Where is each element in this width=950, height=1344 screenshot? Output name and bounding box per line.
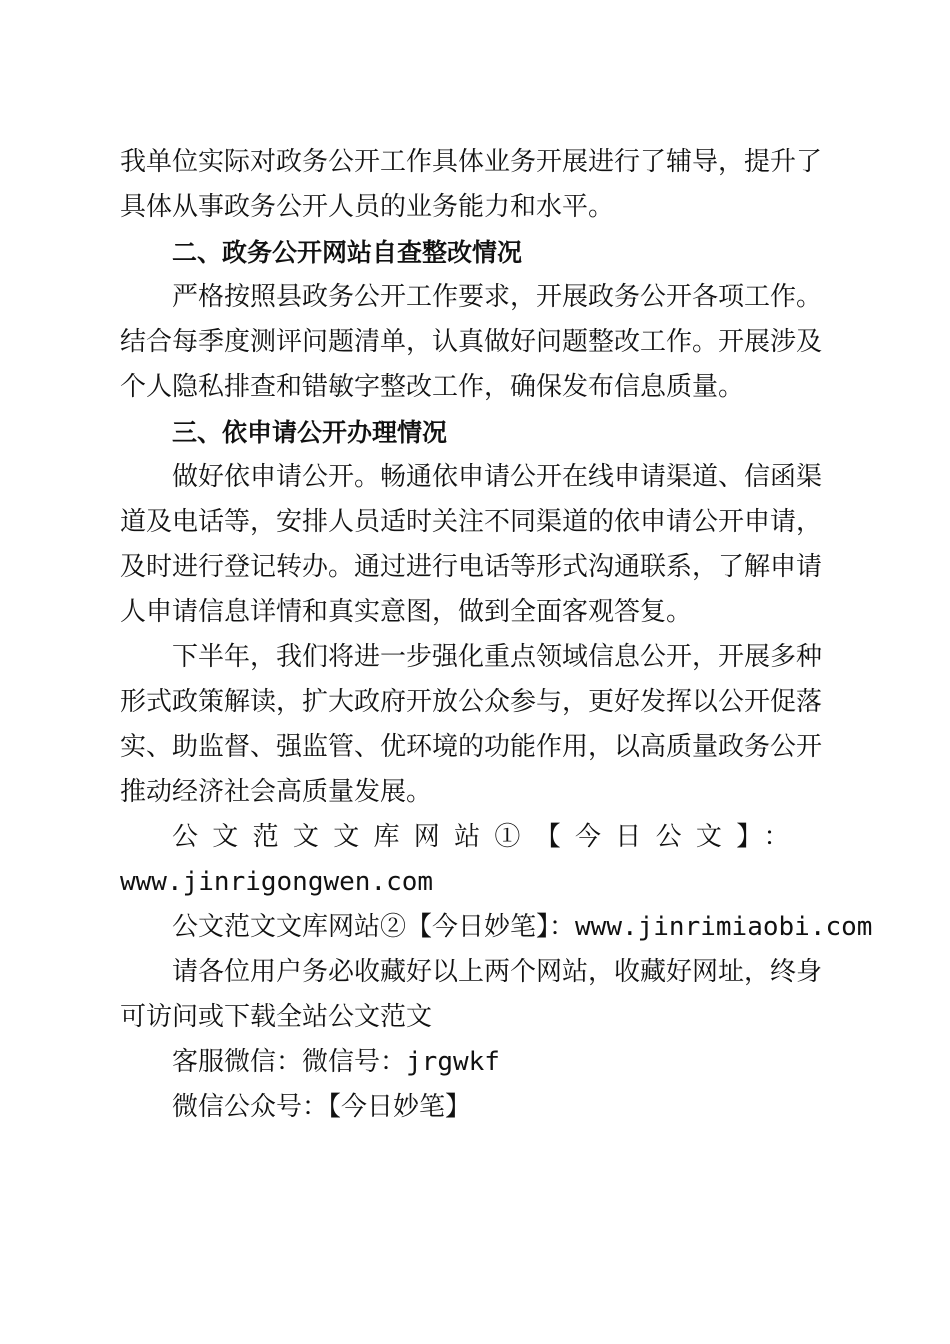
wechat-account-line: 微信公众号：【今日妙笔】 [172,1092,472,1122]
paragraph-line: 严格按照县政务公开工作要求，开展政务公开各项工作。 [172,282,823,312]
document-page [120,140,873,1130]
paragraph-line: 及时进行登记转办。通过进行电话等形式沟通联系，了解申请 [120,552,823,582]
service-wechat-id: jrgwkf [406,1047,500,1077]
paragraph-line: 做好依申请公开。畅通依申请公开在线申请渠道、信函渠 [172,462,823,492]
paragraph-line: 个人隐私排查和错敏字整改工作，确保发布信息质量。 [120,372,745,402]
paragraph-line: 推动经济社会高质量发展。 [120,777,433,807]
site1-label: 公文范文文库网站①【今日公文】： [172,822,804,852]
site2-label: 公文范文文库网站②【今日妙笔】： [172,912,576,942]
paragraph-line: 具体从事政务公开人员的业务能力和水平。 [120,192,615,222]
paragraph-line: 道及电话等，安排人员适时关注不同渠道的依申请公开申请， [120,507,823,537]
paragraph-line: 我单位实际对政务公开工作具体业务开展进行了辅导，提升了 [120,147,823,177]
paragraph-line: 下半年，我们将进一步强化重点领域信息公开，开展多种 [172,642,823,672]
paragraph-line: 实、助监督、强监管、优环境的功能作用，以高质量政务公开 [120,732,823,762]
notice-line: 可访问或下载全站公文范文 [120,1002,433,1032]
notice-line: 请各位用户务必收藏好以上两个网站，收藏好网址，终身 [172,957,823,987]
service-label: 客服微信：微信号： [172,1047,407,1077]
site2-line [120,905,873,950]
service-line [120,1040,822,1085]
site1-url-link[interactable]: www.jinrigongwen.com [120,867,434,897]
section-heading: 二、政务公开网站自查整改情况 [172,238,523,267]
section-heading: 三、依申请公开办理情况 [172,418,448,447]
site2-url-link[interactable]: www.jinrimiaobi.com [575,912,873,942]
paragraph-line: 人申请信息详情和真实意图，做到全面客观答复。 [120,597,693,627]
paragraph-line: 形式政策解读，扩大政府开放公众参与，更好发挥以公开促落 [120,687,823,717]
paragraph-line: 结合每季度测评问题清单，认真做好问题整改工作。开展涉及 [120,327,823,357]
